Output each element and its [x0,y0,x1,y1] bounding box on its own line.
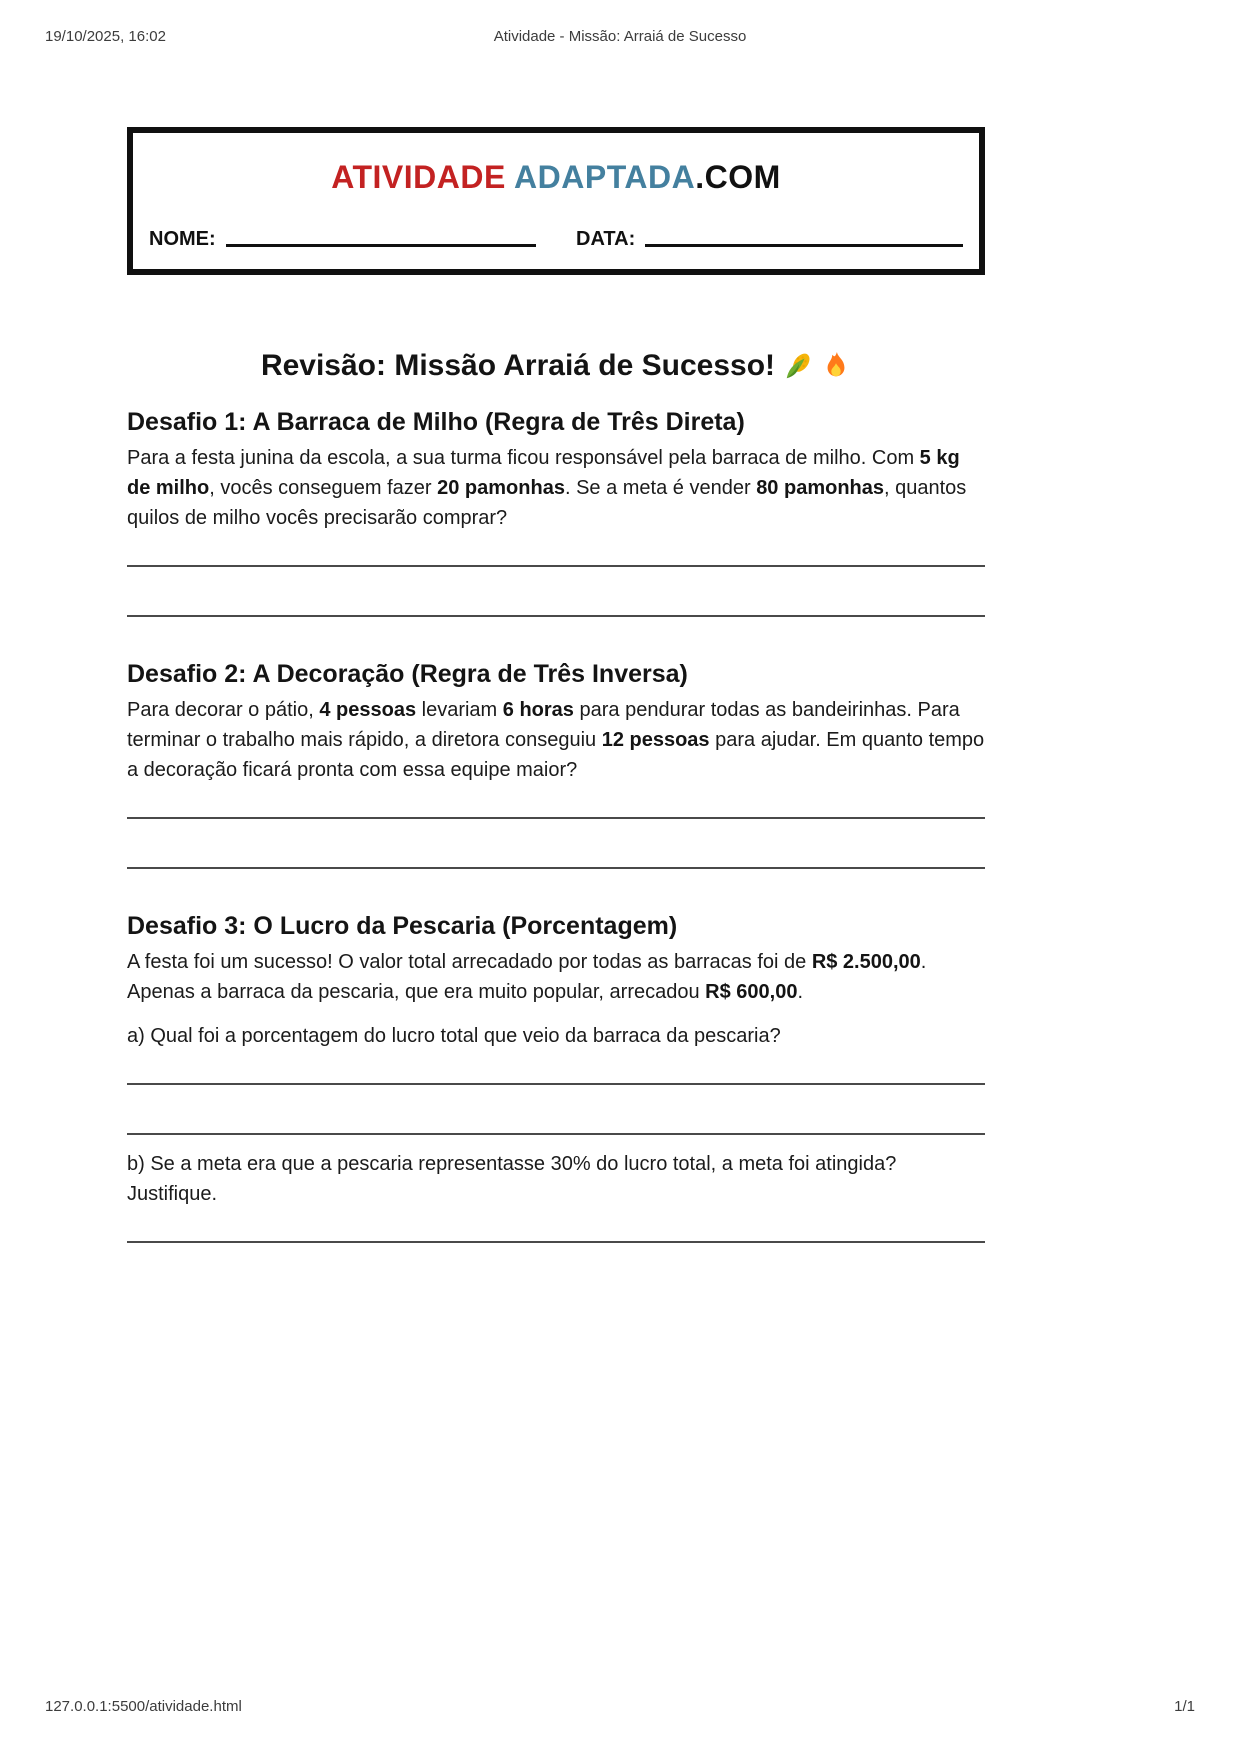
answer-line [127,565,985,567]
answer-line [127,615,985,617]
challenge-1-heading: Desafio 1: A Barraca de Milho (Regra de Três Direta) [127,408,745,436]
challenge-2-heading: Desafio 2: A Decoração (Regra de Três Inversa) [127,660,688,688]
date-field [576,228,963,251]
answer-line [127,817,985,819]
brand-title [149,159,963,196]
brand-title-black: .COM [695,159,781,195]
challenge-3-question-a: a) Qual foi a porcentagem do lucro total que veio da barraca da pescaria? [127,1025,781,1047]
brand-title-red: ATIVIDADE [331,159,506,195]
footer-url: 127.0.0.1:5500/atividade.html [45,1698,242,1715]
date-fill-line [645,244,963,247]
page-title-row [127,349,985,383]
fire-icon [821,351,851,381]
challenge-3-question-b-answer-lines [127,1241,985,1243]
challenge-3-question-a-answer-lines [127,1083,985,1135]
challenge-2-answer-lines [127,817,985,869]
challenge-3-heading: Desafio 3: O Lucro da Pescaria (Porcentagem) [127,912,678,940]
page-title: Revisão: Missão Arraiá de Sucesso! [260,349,776,382]
print-datetime: 19/10/2025, 16:02 [45,28,166,45]
answer-line [127,867,985,869]
print-header [45,28,1195,48]
answer-line [127,1241,985,1243]
challenge-3-paragraph: A festa foi um sucesso! O valor total arrecadado por todas as barracas foi de R$ 2.500,00. Apenas a barraca da pescaria, que era muito popular, arrecadou R$ 600,00. [127,951,927,1003]
answer-line [127,1133,985,1135]
challenge-3-question-b: b) Se a meta era que a pescaria representasse 30% do lucro total, a meta foi atingida? Justifique. [127,1153,897,1205]
brand-title-blue: ADAPTADA [514,159,696,195]
challenge-1-answer-lines [127,565,985,617]
footer-page-indicator: 1/1 [1174,1698,1195,1715]
challenge-2 [127,659,985,869]
print-document-title: Atividade - Missão: Arraiá de Sucesso [493,28,747,45]
name-date-row [149,228,963,251]
brand-card [127,127,985,275]
worksheet-document [127,127,985,1243]
answer-line [127,1083,985,1085]
date-label: DATA: [576,228,636,250]
challenge-2-paragraph: Para decorar o pátio, 4 pessoas levariam 6 horas para pendurar todas as bandeirinhas. Para terminar o trabalho mais rápido, a diretora conseguiu 12 pessoas para ajudar. Em quanto tempo a decoração ficará pronta com essa equipe maior? [127,699,985,781]
challenge-3 [127,911,985,1243]
name-field [149,228,536,251]
challenge-1-paragraph: Para a festa junina da escola, a sua turma ficou responsável pela barraca de milho. Com 5 kg de milho, vocês conseguem fazer 20 pamonhas. Se a meta é vender 80 pamonhas, quantos quilos de milho vocês precisarão comprar? [127,447,967,529]
print-footer [45,1698,1195,1715]
name-label: NOME: [149,228,216,250]
corn-icon [783,351,813,381]
challenge-1 [127,407,985,617]
name-fill-line [226,244,536,247]
